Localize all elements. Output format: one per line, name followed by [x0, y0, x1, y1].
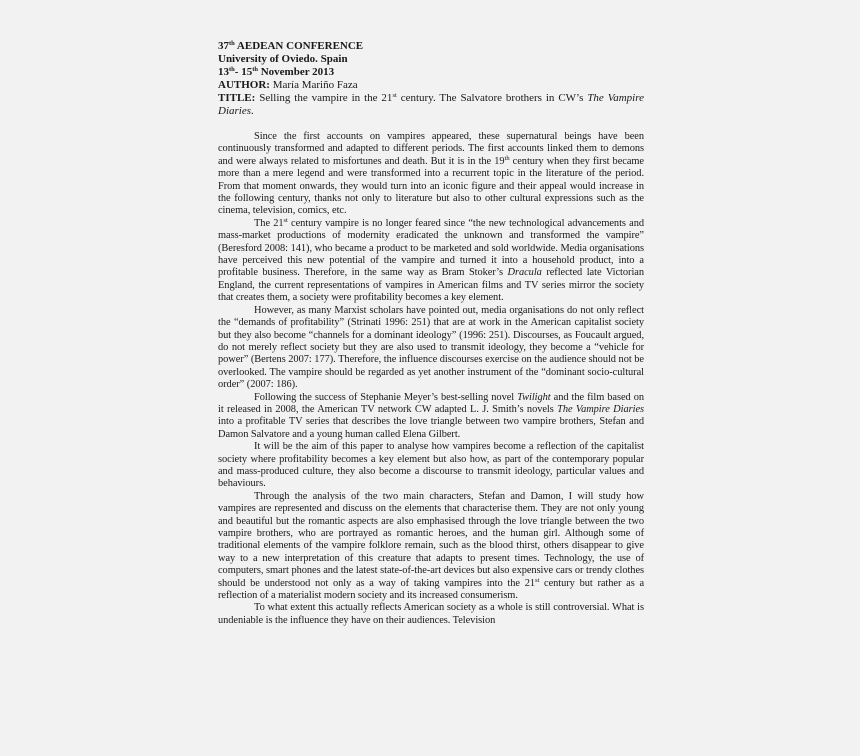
paragraph-7: To what extent this actually reflects American society as a whole is still controversial. What is undeniable is the influence they have on their audiences. Television [218, 602, 644, 626]
paragraph-text: century vampire is no longer feared since “the new technological advancements and mass-market productions of modernity eradicated the unknown and transformed the vampire” (Beresford 2008: 141), who became a product to be marketed and sold worldwide. Media organisations have perceived this new potential of the vampire and turned it into a household product, into a profitable business. Therefore, in the same way as Bram Stoker’s [218, 217, 645, 279]
date-end: - 15 [234, 66, 253, 78]
conference-number: 37 [218, 40, 229, 52]
paragraph-1 [218, 131, 644, 218]
venue-line: University of Oviedo. Spain [218, 53, 348, 65]
author-line [218, 79, 644, 92]
title-text-b: century. The Salvatore brothers in CW’s [396, 92, 588, 104]
paragraph-2 [218, 218, 644, 305]
date-end-suffix: th [252, 66, 258, 73]
paragraph-text: Through the analysis of the two main characters, Stefan and Damon, I will study how vampires are represented and discuss on the elements that characterise them. They are not only young and beautiful but the romantic aspects are also emphasised through the love triangle between the two vampire brothers, who are portrayed as romantic heroes, and the human girl. Although some of traditional elements of the vampire folklore remain, such as the blood thirst, others disappear to give way to a new interpretation of this creature that adapts to present times. Technology, the use of computers, smart phones and the latest state-of-the-art devices but also expensive cars or trendy clothes should be understood not only as a way of taking vampires into the 21 [218, 490, 644, 589]
paragraph-text: century but rather as a reflection of a materialist modern society and its increased consumerism. [218, 577, 644, 602]
conference-name: AEDEAN CONFERENCE [234, 40, 364, 52]
paragraph-text: into a profitable TV series that describes the love triangle between two vampire brothers, Stefan and Damon Salvatore and a young human called Elena Gilbert. [218, 416, 644, 440]
paragraph-3: However, as many Marxist scholars have pointed out, media organisations do not only reflect the “demands of profitability” (Strinati 1996: 251) that are at work in the American capitalist society but they also become “channels for a dominant ideology” (1996: 251). Discourses, as Foucault argued, do not merely reflect society but they are also used to transmit ideology, they become a “vehicle for power” (Bertens 2007: 177). Therefore, the influence discourses exercise on the audience should not be overlooked. The vampire should be regarded as yet another instrument of the “dominant socio-cultural order” (2007: 186). [218, 304, 644, 391]
ordinal-suffix: th [504, 154, 510, 162]
italic-title: The Vampire Diaries [557, 403, 645, 415]
ordinal-suffix: st [535, 576, 540, 584]
italic-title: Twilight [517, 391, 551, 403]
author-name: María Mariño Faza [269, 79, 358, 91]
paragraph-text: reflected late Victorian England, the current representations of vampires in American films and TV series mirror the society that creates them, a society were profitability becomes a key element. [218, 267, 644, 304]
document-body [218, 131, 644, 627]
italic-title: Dracula [507, 267, 542, 279]
title-italic: The Vampire Diaries [218, 92, 644, 117]
conference-line [218, 40, 644, 53]
paragraph-4 [218, 392, 644, 442]
author-label: AUTHOR: [218, 79, 270, 91]
date-start-suffix: th [229, 66, 235, 73]
paragraph-text: The 21 [254, 217, 284, 229]
paragraph-text: Since the first accounts on vampires appeared, these supernatural beings have been continuously transformed and adapted to different periods. The first accounts linked them to demons and were always related to misfortunes and death. But it is in the 19 [218, 131, 644, 167]
paragraph-6 [218, 491, 644, 603]
paragraph-text: Following the success of Stephanie Meyer’s best-selling novel [254, 391, 518, 403]
title-label: TITLE: [218, 92, 256, 104]
conference-suffix: th [229, 40, 235, 47]
paragraph-5: It will be the aim of this paper to analyse how vampires become a reflection of the capitalist society where profitability becomes a key element but also how, as part of the contemporary popular and mass-produced culture, they also become a discourse to transmit ideology, particular values and behaviours. [218, 441, 644, 490]
document-content [218, 40, 644, 627]
date-start: 13 [218, 66, 229, 78]
title-end: . [251, 105, 254, 117]
date-line [218, 66, 644, 79]
title-suffix: st [392, 92, 397, 99]
title-text-a: Selling the vampire in the 21 [255, 92, 393, 104]
paragraph-text: and the film based on it released in 2008, the American TV network CW adapted L. J. Smith’s novels [218, 391, 644, 415]
paragraph-text: century when they first became more than a mere legend and were transformed into a recurrent topic in the literature of the period. From that moment onwards, they would turn into an iconic figure and their appeal would increase in the following century, thanks not only to literature but also to other cultural expressions such as the cinema, television, comics, etc. [218, 155, 644, 217]
ordinal-suffix: st [283, 216, 288, 224]
title-line [218, 92, 644, 118]
date-month-year: November 2013 [257, 66, 335, 78]
document-header [218, 40, 644, 92]
